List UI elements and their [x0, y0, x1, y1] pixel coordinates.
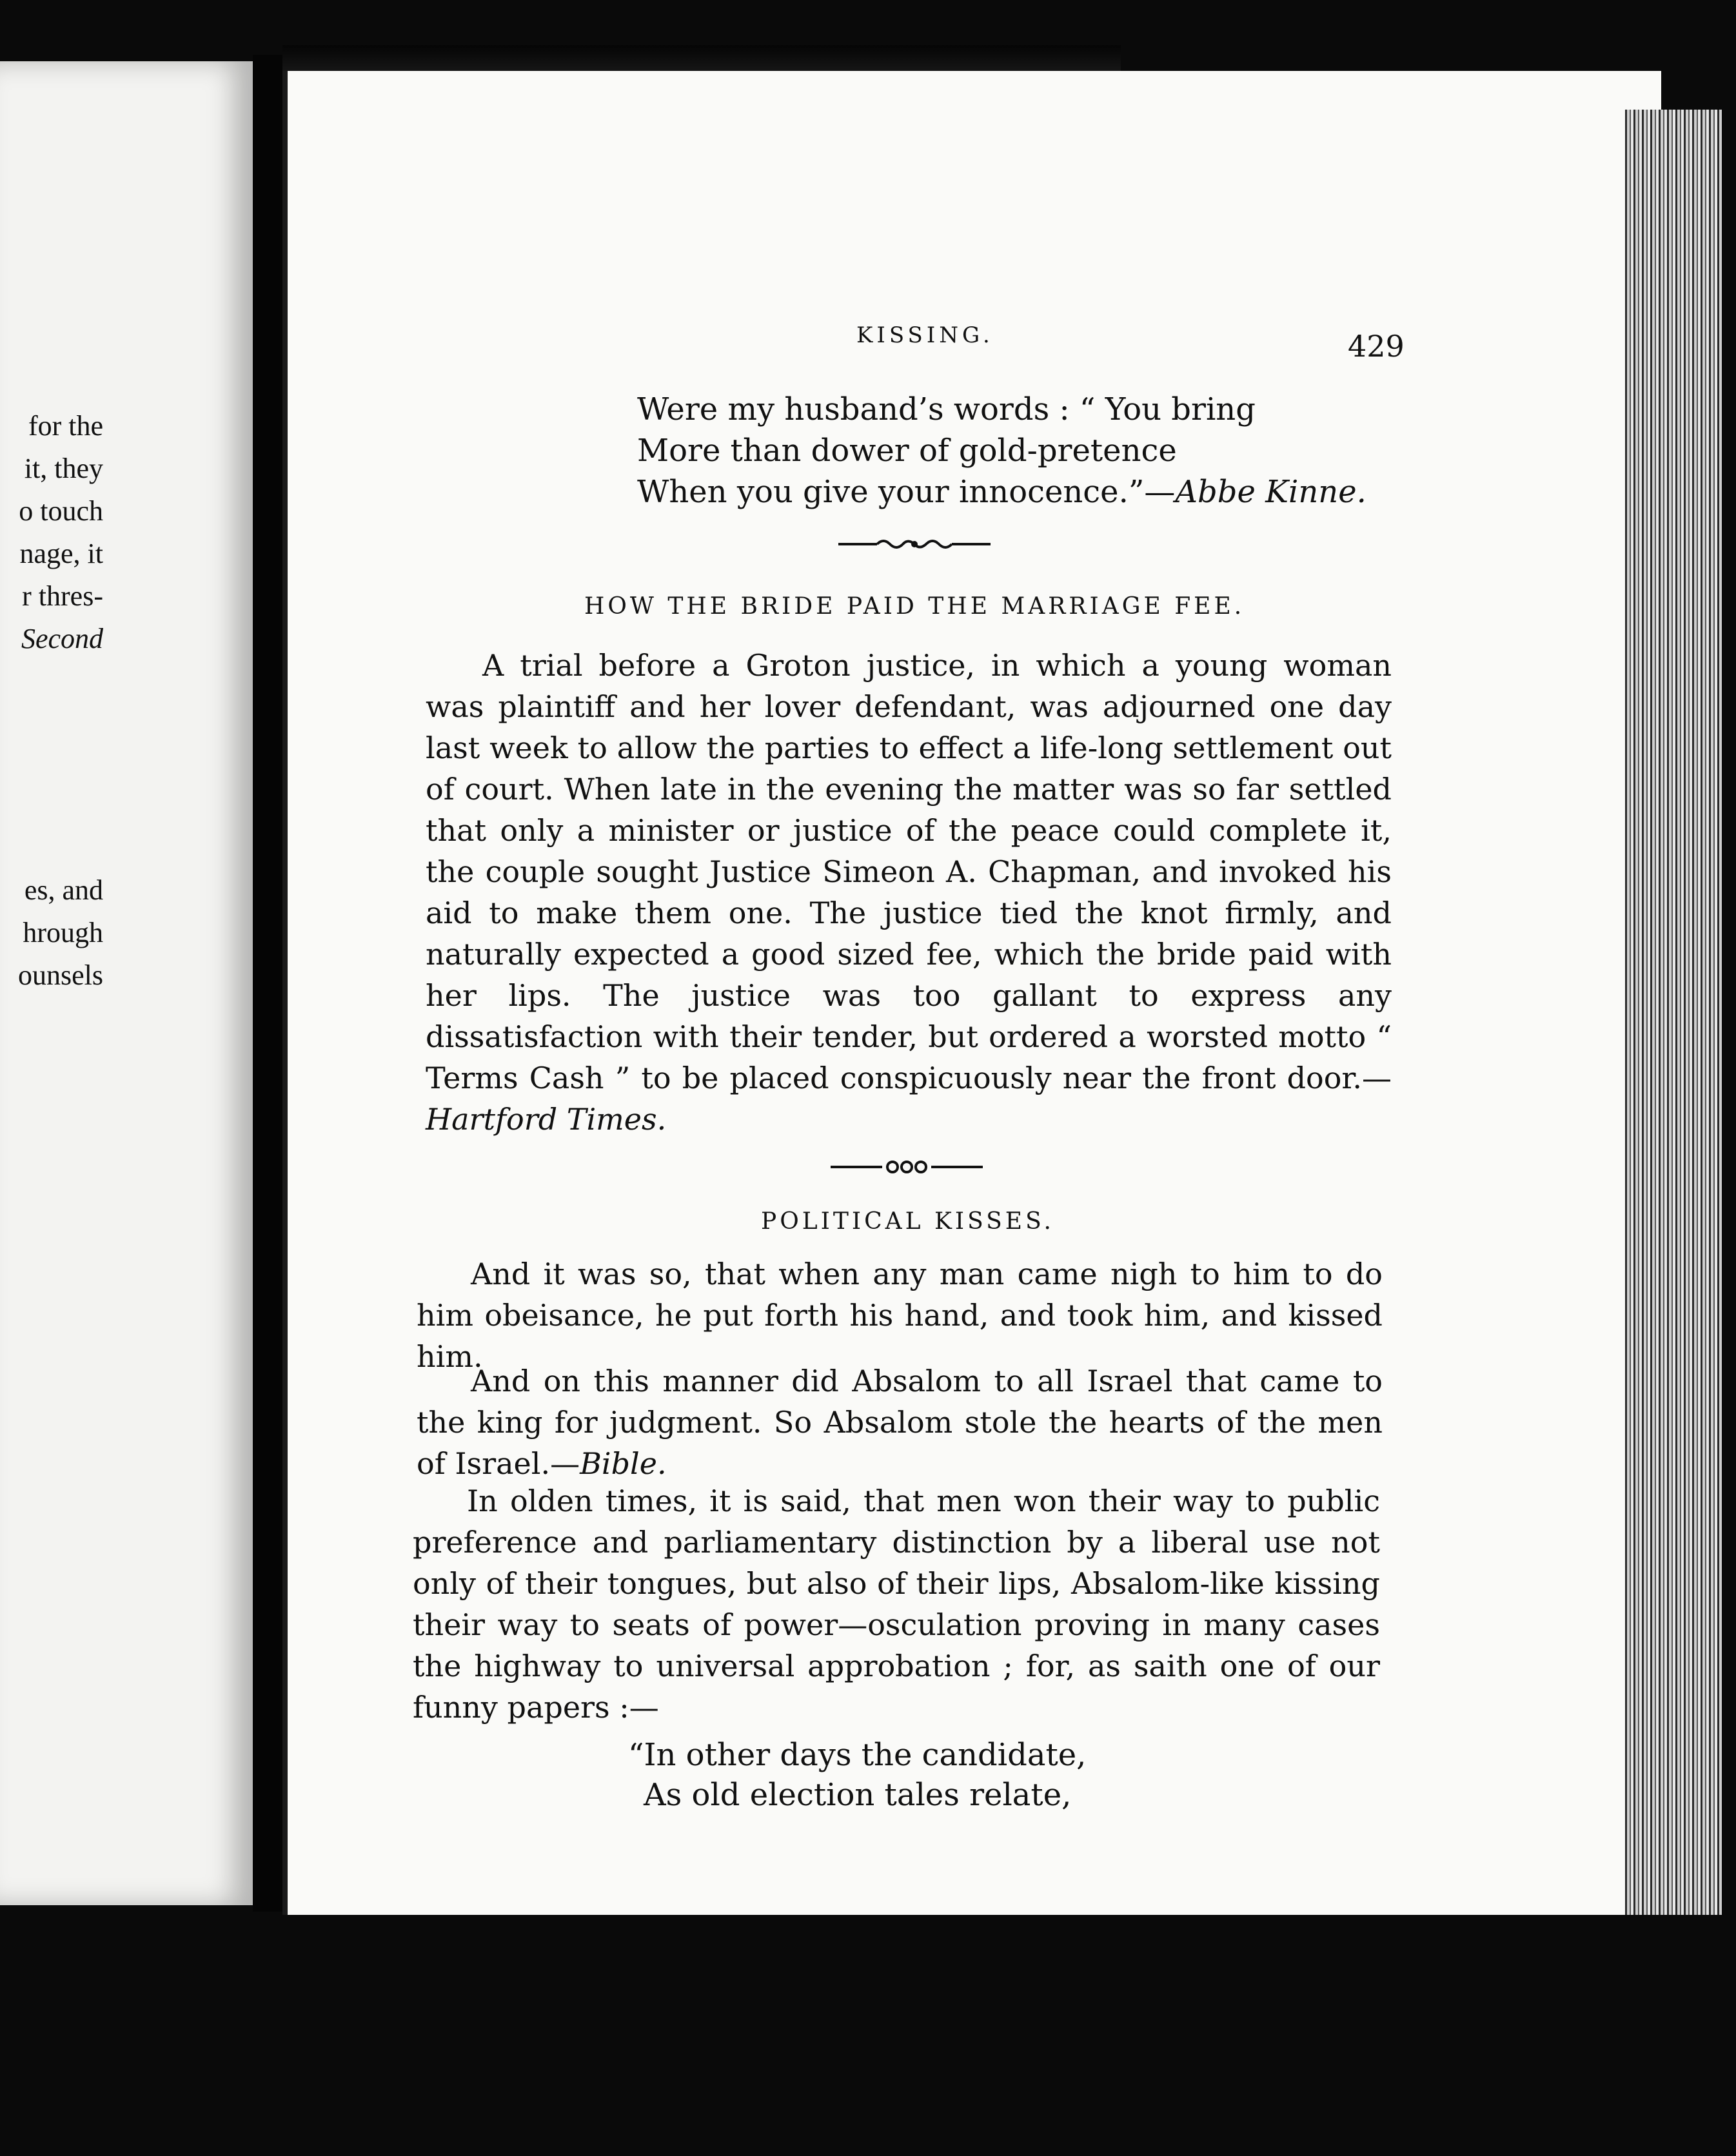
- running-head: KISSING.: [856, 322, 994, 348]
- source-attribution: Bible.: [580, 1446, 667, 1481]
- section-heading: POLITICAL KISSES.: [761, 1208, 1054, 1235]
- paragraph-obeisance: And it was so, that when any man came nigh to him to do him obeisance, he put forth his hand, and took him, and kissed him.: [417, 1257, 1383, 1374]
- poem-line: [637, 471, 1366, 513]
- previous-page-fragment: [0, 61, 253, 1905]
- paragraph-olden-times: In olden times, it is said, that men won their way to public preference and parliamentary distinction by a liberal use not only of their tongues, but also of their lips, Absalom-like kissing their way to seats of power—osculation proving in many cases the highway to universal approbation ; for, as saith one of our funny papers :—: [413, 1484, 1380, 1725]
- section-heading: HOW THE BRIDE PAID THE MARRIAGE FEE.: [584, 593, 1245, 620]
- poem-attribution: Abbe Kinne.: [1175, 474, 1366, 510]
- page-number: 429: [1348, 329, 1405, 364]
- left-page-line: o touch: [19, 495, 103, 527]
- page-edges: [1625, 110, 1722, 1915]
- source-attribution: Hartford Times.: [426, 1102, 667, 1137]
- ornament-divider: [831, 1161, 983, 1173]
- paragraph-marriage-fee: [426, 645, 1392, 1140]
- book-gutter: [253, 55, 282, 1912]
- quote-line: As old election tales relate,: [644, 1777, 1072, 1813]
- left-page-line: ounsels: [18, 959, 103, 991]
- left-page-line: Second: [21, 623, 103, 654]
- ornament-divider: [838, 538, 991, 551]
- paragraph-text: And on this manner did Absalom to all Israel that came to the king for judgment. So Absalom stole the hearts of the men of Israel.—: [417, 1364, 1383, 1481]
- left-page-line: nage, it: [19, 538, 103, 569]
- left-page-line: hrough: [23, 917, 103, 948]
- left-page-line: es, and: [24, 874, 103, 906]
- paragraph-text: A trial before a Groton justice, in which a young woman was plaintiff and her lover defendant, was adjourned one day last week to allow the parties to effect a life-long settlement out of court. When late in the evening the matter was so far settled that only a minister or justice of the peace could complete it, the couple sought Justice Simeon A. Chapman, and invoked his aid to make them one. The justice tied the knot firmly, and naturally expected a good sized fee, which the bride paid with her lips. The justice was too gallant to express any dissatisfaction with their tender, but ordered a worsted motto “ Terms Cash ” to be placed conspicuously near the front door.—: [426, 648, 1392, 1095]
- poem-line-text: When you give your innocence.”—: [637, 474, 1176, 510]
- poem-line: Were my husband’s words : “ You bring: [637, 391, 1256, 427]
- left-page-line: r thres-: [22, 580, 103, 612]
- quote-line: “In other days the candidate,: [628, 1737, 1087, 1773]
- left-page-line: it, they: [24, 453, 103, 484]
- poem-line: More than dower of gold-pretence: [637, 433, 1177, 469]
- paragraph-absalom: [417, 1360, 1383, 1484]
- left-page-line: for the: [28, 410, 103, 442]
